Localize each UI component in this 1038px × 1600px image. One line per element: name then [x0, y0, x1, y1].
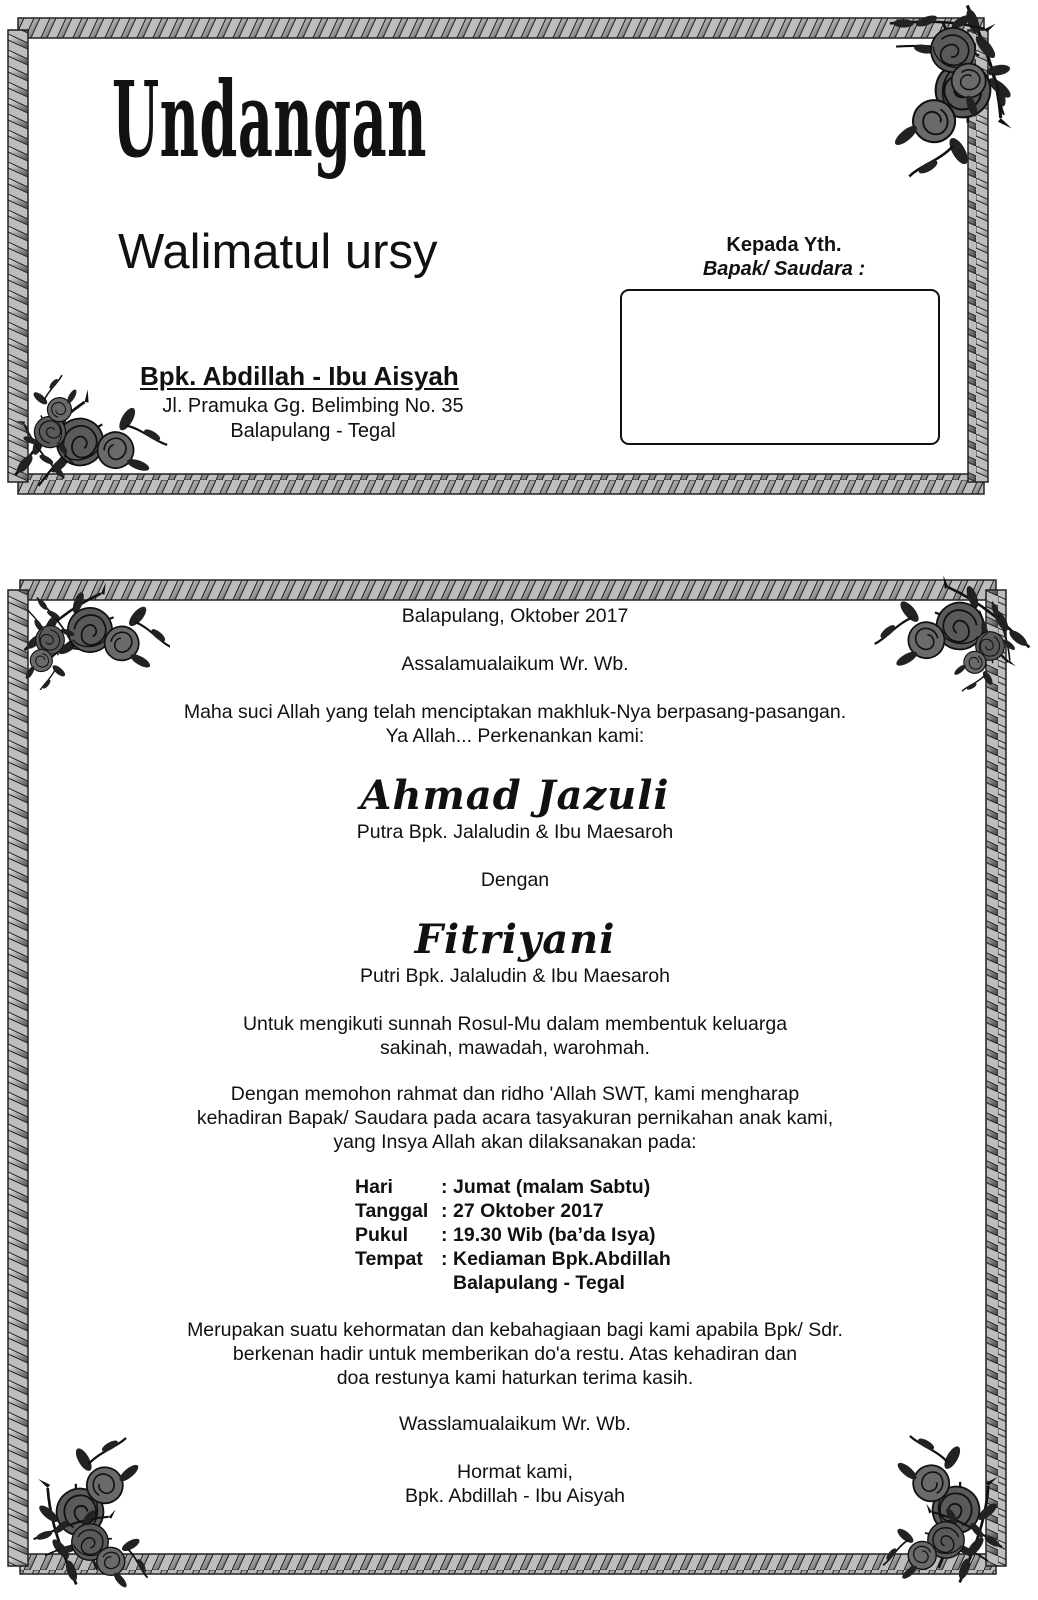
detail-row-place-continued: [355, 1271, 671, 1295]
intro-line: Maha suci Allah yang telah menciptakan makhluk-Nya berpasang-pasangan.: [183, 701, 847, 723]
detail-label: Tanggal: [355, 1200, 429, 1222]
host-address-line: Jl. Pramuka Gg. Belimbing No. 35: [162, 395, 464, 417]
purpose-line: Untuk mengikuti sunnah Rosul-Mu dalam membentuk keluarga: [242, 1013, 788, 1035]
detail-label: Hari: [355, 1176, 393, 1198]
detail-separator-blank: [441, 1271, 453, 1295]
rose-ornament-icon: [0, 362, 170, 512]
conjunction: Dengan: [480, 869, 550, 891]
detail-separator: :: [441, 1224, 448, 1246]
detail-label: Pukul: [355, 1224, 409, 1246]
detail-row-time: [355, 1223, 671, 1247]
bride-name: Fitriyani: [414, 916, 616, 963]
invitation-title: Undangan: [112, 58, 427, 181]
closing-line: Merupakan suatu kehormatan dan kebahagiaan bagi kami apabila Bpk/ Sdr.: [187, 1319, 843, 1341]
detail-label: Tempat: [355, 1248, 423, 1270]
recipient-label: [684, 233, 884, 281]
detail-label: [355, 1271, 441, 1295]
host-address-line: Balapulang - Tegal: [230, 420, 396, 442]
rose-ornament-icon: [860, 556, 1038, 696]
greeting: Assalamualaikum Wr. Wb.: [401, 653, 629, 675]
rose-ornament-icon: [0, 560, 170, 690]
host-name: Bpk. Abdillah - Ibu Aisyah: [140, 361, 459, 391]
detail-value: Balapulang - Tegal: [453, 1272, 625, 1294]
farewell: Wasslamualaikum Wr. Wb.: [399, 1413, 631, 1435]
detail-row-date: [355, 1199, 671, 1223]
detail-separator: :: [441, 1200, 448, 1222]
invitation-line: kehadiran Bapak/ Saudara pada acara tasyakuran pernikahan anak kami,: [196, 1107, 834, 1129]
detail-separator: :: [441, 1176, 448, 1198]
invitation-subtitle: Walimatul ursy: [118, 225, 438, 279]
intro-paragraph: [8, 700, 1022, 748]
purpose-paragraph: [8, 1012, 1022, 1060]
detail-row-place: [355, 1247, 671, 1271]
groom-parents: Putra Bpk. Jalaludin & Ibu Maesaroh: [356, 821, 674, 843]
detail-separator: :: [441, 1248, 448, 1270]
rose-ornament-icon: [868, 0, 1038, 200]
recipient-heading: Kepada Yth.: [726, 234, 842, 256]
detail-value: Kediaman Bpk.Abdillah: [453, 1248, 671, 1270]
detail-row-day: [355, 1175, 671, 1199]
invitation-line: yang Insya Allah akan dilaksanakan pada:: [333, 1131, 697, 1153]
detail-value: Jumat (malam Sabtu): [453, 1176, 651, 1198]
intro-line: Ya Allah... Perkenankan kami:: [385, 725, 645, 747]
rose-ornament-icon: [0, 1422, 176, 1592]
event-details: [355, 1175, 671, 1295]
invitation-paragraph: [8, 1082, 1022, 1154]
purpose-line: sakinah, mawadah, warohmah.: [380, 1037, 650, 1059]
detail-value: 27 Oktober 2017: [453, 1200, 604, 1222]
groom-name: Ahmad Jazuli: [360, 772, 670, 819]
closing-line: doa restunya kami haturkan terima kasih.: [336, 1367, 694, 1389]
recipient-salutation: Bapak/ Saudara :: [702, 258, 866, 280]
host-address: [138, 394, 488, 444]
signoff: Hormat kami,: [457, 1461, 573, 1483]
closing-paragraph: [8, 1318, 1022, 1390]
place-date: Balapulang, Oktober 2017: [401, 605, 629, 627]
rose-ornament-icon: [866, 1420, 1036, 1592]
bride-parents: Putri Bpk. Jalaludin & Ibu Maesaroh: [359, 965, 670, 987]
invitation-line: Dengan memohon rahmat dan ridho 'Allah SWT, kami mengharap: [230, 1083, 800, 1105]
detail-value: 19.30 Wib (ba’da Isya): [453, 1224, 656, 1246]
closing-line: berkenan hadir untuk memberikan do'a restu. Atas kehadiran dan: [232, 1343, 798, 1365]
recipient-address-box[interactable]: [620, 289, 940, 445]
signature: Bpk. Abdillah - Ibu Aisyah: [404, 1485, 626, 1507]
